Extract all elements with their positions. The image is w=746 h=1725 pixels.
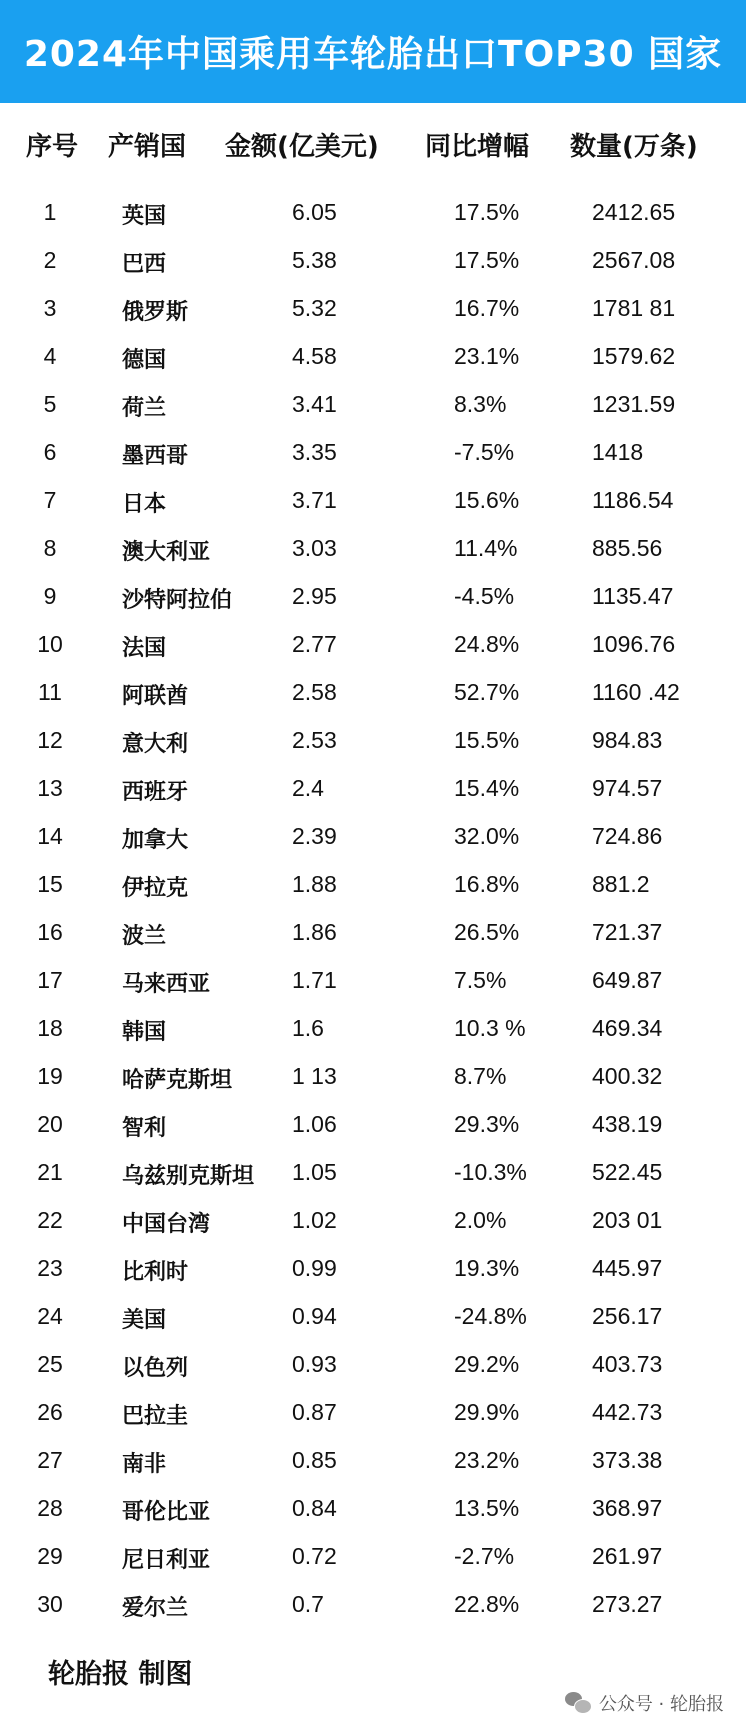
cell-amount: 1.71 <box>292 967 337 993</box>
cell-country: 马来西亚 <box>122 972 211 997</box>
cell-amount: 2.4 <box>292 775 324 801</box>
column-header-country: 产销国 <box>108 132 187 162</box>
cell-growth: 8.7% <box>454 1063 507 1089</box>
cell-country: 墨西哥 <box>122 444 189 469</box>
cell-growth: 13.5% <box>454 1495 520 1521</box>
table-row <box>0 1102 746 1150</box>
cell-country: 荷兰 <box>122 396 167 421</box>
cell-quantity: 273.27 <box>592 1591 663 1617</box>
cell-rank: 18 <box>37 1015 63 1041</box>
cell-amount: 1.6 <box>292 1015 324 1041</box>
cell-country: 智利 <box>122 1116 167 1141</box>
cell-rank: 30 <box>37 1591 63 1617</box>
cell-quantity: 984.83 <box>592 727 663 753</box>
cell-amount: 1.02 <box>292 1207 337 1233</box>
table-row <box>0 1534 746 1582</box>
cell-quantity: 368.97 <box>592 1495 663 1521</box>
cell-growth: 17.5% <box>454 199 520 225</box>
cell-quantity: 445.97 <box>592 1255 663 1281</box>
cell-quantity: 649.87 <box>592 967 663 993</box>
cell-country: 尼日利亚 <box>122 1548 211 1573</box>
table-row <box>0 286 746 334</box>
table-row <box>0 430 746 478</box>
table-row <box>0 1390 746 1438</box>
cell-amount: 5.38 <box>292 247 337 273</box>
table-row <box>0 1150 746 1198</box>
cell-country: 中国台湾 <box>122 1212 211 1237</box>
cell-growth: -2.7% <box>454 1543 515 1569</box>
cell-growth: 15.5% <box>454 727 520 753</box>
column-header-rank: 序号 <box>26 132 79 162</box>
table-row <box>0 1198 746 1246</box>
cell-growth: -7.5% <box>454 439 515 465</box>
cell-amount: 0.93 <box>292 1351 337 1377</box>
cell-country: 加拿大 <box>122 828 189 853</box>
column-header-growth: 同比增幅 <box>425 132 530 162</box>
cell-country: 韩国 <box>122 1020 167 1045</box>
cell-amount: 1.88 <box>292 871 337 897</box>
table-row <box>0 1294 746 1342</box>
cell-growth: 8.3% <box>454 391 507 417</box>
cell-country: 澳大利亚 <box>122 540 211 565</box>
cell-quantity: 403.73 <box>592 1351 663 1377</box>
cell-country: 哈萨克斯坦 <box>122 1068 233 1093</box>
cell-quantity: 721.37 <box>592 919 663 945</box>
table-row <box>0 334 746 382</box>
cell-rank: 14 <box>37 823 63 849</box>
cell-quantity: 1418 <box>592 439 644 465</box>
credit-text: 轮胎报 制图 <box>48 1659 193 1690</box>
cell-quantity: 881.2 <box>592 871 650 897</box>
cell-quantity: 724.86 <box>592 823 663 849</box>
cell-country: 爱尔兰 <box>122 1596 189 1621</box>
cell-country: 沙特阿拉伯 <box>122 588 233 613</box>
cell-quantity: 1186.54 <box>592 487 674 513</box>
watermark <box>565 1690 724 1716</box>
column-header-amount: 金额(亿美元) <box>225 132 379 162</box>
cell-country: 南非 <box>122 1452 167 1477</box>
cell-amount: 6.05 <box>292 199 337 225</box>
cell-country: 巴拉圭 <box>122 1404 189 1429</box>
cell-rank: 24 <box>37 1303 63 1329</box>
cell-quantity: 885.56 <box>592 535 663 561</box>
cell-growth: 52.7% <box>454 679 520 705</box>
cell-quantity: 1231.59 <box>592 391 676 417</box>
table-row <box>0 1438 746 1486</box>
cell-country: 意大利 <box>122 732 189 757</box>
cell-amount: 1.06 <box>292 1111 337 1137</box>
cell-rank: 7 <box>43 487 57 513</box>
cell-rank: 16 <box>37 919 63 945</box>
cell-growth: 15.6% <box>454 487 520 513</box>
page-title: 2024年中国乘用车轮胎出口TOP30 国家 <box>23 34 723 75</box>
cell-growth: 7.5% <box>454 967 507 993</box>
cell-amount: 1.05 <box>292 1159 337 1185</box>
cell-rank: 12 <box>37 727 63 753</box>
cell-country: 法国 <box>122 636 167 661</box>
cell-country: 日本 <box>122 492 167 517</box>
table-body <box>0 190 746 1630</box>
cell-quantity: 438.19 <box>592 1111 663 1137</box>
table-row <box>0 1246 746 1294</box>
cell-amount: 3.41 <box>292 391 337 417</box>
cell-rank: 19 <box>37 1063 63 1089</box>
cell-rank: 6 <box>43 439 57 465</box>
cell-quantity: 522.45 <box>592 1159 663 1185</box>
cell-country: 比利时 <box>122 1260 189 1285</box>
cell-country: 巴西 <box>122 252 167 277</box>
cell-quantity: 974.57 <box>592 775 663 801</box>
cell-growth: 17.5% <box>454 247 520 273</box>
cell-amount: 3.71 <box>292 487 337 513</box>
cell-amount: 5.32 <box>292 295 337 321</box>
table-row <box>0 526 746 574</box>
cell-amount: 1.86 <box>292 919 337 945</box>
cell-growth: 24.8% <box>454 631 520 657</box>
title-banner <box>0 0 746 103</box>
table-row <box>0 238 746 286</box>
cell-amount: 0.85 <box>292 1447 337 1473</box>
cell-growth: 29.9% <box>454 1399 520 1425</box>
cell-amount: 0.99 <box>292 1255 337 1281</box>
table-row <box>0 1486 746 1534</box>
cell-quantity: 2567.08 <box>592 247 676 273</box>
cell-amount: 3.03 <box>292 535 337 561</box>
cell-growth: -4.5% <box>454 583 515 609</box>
cell-growth: 10.3 % <box>454 1015 526 1041</box>
table-row <box>0 814 746 862</box>
cell-amount: 2.39 <box>292 823 337 849</box>
table-row <box>0 190 746 238</box>
cell-quantity: 2412.65 <box>592 199 676 225</box>
table-row <box>0 910 746 958</box>
cell-rank: 26 <box>37 1399 63 1425</box>
table-row <box>0 958 746 1006</box>
cell-rank: 3 <box>43 295 57 321</box>
cell-quantity: 1135.47 <box>592 583 674 609</box>
cell-country: 伊拉克 <box>122 876 189 901</box>
cell-amount: 1 13 <box>292 1063 337 1089</box>
table-row <box>0 1054 746 1102</box>
cell-rank: 5 <box>43 391 57 417</box>
wechat-icon <box>565 1692 591 1714</box>
cell-amount: 0.84 <box>292 1495 337 1521</box>
table-row <box>0 382 746 430</box>
cell-growth: 16.8% <box>454 871 520 897</box>
cell-growth: 11.4% <box>454 535 518 561</box>
cell-rank: 2 <box>43 247 57 273</box>
table-row <box>0 670 746 718</box>
table-row <box>0 1342 746 1390</box>
table-row <box>0 1006 746 1054</box>
watermark-text: 公众号 · 轮胎报 <box>598 1694 724 1715</box>
cell-amount: 2.77 <box>292 631 337 657</box>
table-row <box>0 478 746 526</box>
cell-growth: 19.3% <box>454 1255 520 1281</box>
cell-growth: -10.3% <box>454 1159 527 1185</box>
cell-rank: 10 <box>37 631 63 657</box>
cell-growth: 23.1% <box>454 343 520 369</box>
cell-growth: 29.3% <box>454 1111 520 1137</box>
cell-country: 以色列 <box>122 1356 189 1381</box>
cell-quantity: 373.38 <box>592 1447 663 1473</box>
cell-country: 英国 <box>122 204 167 229</box>
cell-quantity: 203 01 <box>592 1207 663 1233</box>
table-header <box>0 126 746 172</box>
cell-quantity: 1160 .42 <box>592 679 680 705</box>
cell-quantity: 1781 81 <box>592 295 676 321</box>
table-row <box>0 718 746 766</box>
cell-country: 德国 <box>122 348 167 373</box>
cell-country: 俄罗斯 <box>122 300 189 325</box>
cell-growth: 22.8% <box>454 1591 520 1617</box>
cell-rank: 11 <box>38 679 62 705</box>
cell-country: 阿联酋 <box>122 684 189 709</box>
cell-growth: 26.5% <box>454 919 520 945</box>
table-row <box>0 1582 746 1630</box>
table-row <box>0 766 746 814</box>
cell-rank: 15 <box>37 871 63 897</box>
column-header-quantity: 数量(万条) <box>570 132 698 162</box>
cell-rank: 4 <box>43 343 57 369</box>
cell-quantity: 400.32 <box>592 1063 663 1089</box>
cell-growth: 15.4% <box>454 775 520 801</box>
cell-rank: 29 <box>37 1543 63 1569</box>
table-row <box>0 862 746 910</box>
cell-rank: 25 <box>37 1351 63 1377</box>
cell-rank: 21 <box>37 1159 63 1185</box>
cell-rank: 9 <box>43 583 57 609</box>
cell-amount: 2.95 <box>292 583 337 609</box>
cell-rank: 23 <box>37 1255 63 1281</box>
cell-rank: 17 <box>37 967 63 993</box>
cell-rank: 28 <box>37 1495 63 1521</box>
cell-growth: 16.7% <box>454 295 520 321</box>
cell-growth: 29.2% <box>454 1351 520 1377</box>
cell-amount: 3.35 <box>292 439 337 465</box>
cell-amount: 0.87 <box>292 1399 337 1425</box>
cell-amount: 4.58 <box>292 343 337 369</box>
cell-country: 哥伦比亚 <box>122 1500 211 1525</box>
cell-amount: 2.53 <box>292 727 337 753</box>
table-row <box>0 574 746 622</box>
cell-quantity: 261.97 <box>592 1543 663 1569</box>
cell-rank: 1 <box>43 199 57 225</box>
cell-country: 美国 <box>122 1308 167 1333</box>
cell-quantity: 1579.62 <box>592 343 676 369</box>
cell-amount: 0.72 <box>292 1543 337 1569</box>
cell-quantity: 442.73 <box>592 1399 663 1425</box>
cell-amount: 0.7 <box>292 1591 324 1617</box>
table-row <box>0 622 746 670</box>
cell-rank: 27 <box>37 1447 63 1473</box>
cell-quantity: 1096.76 <box>592 631 676 657</box>
cell-country: 西班牙 <box>122 780 189 805</box>
cell-rank: 13 <box>37 775 63 801</box>
cell-country: 乌兹别克斯坦 <box>122 1164 255 1189</box>
cell-rank: 20 <box>37 1111 63 1137</box>
cell-growth: -24.8% <box>454 1303 527 1329</box>
cell-rank: 22 <box>37 1207 63 1233</box>
cell-country: 波兰 <box>122 924 167 949</box>
cell-amount: 2.58 <box>292 679 337 705</box>
cell-rank: 8 <box>43 535 57 561</box>
cell-quantity: 469.34 <box>592 1015 663 1041</box>
cell-growth: 32.0% <box>454 823 520 849</box>
cell-growth: 2.0% <box>454 1207 507 1233</box>
cell-quantity: 256.17 <box>592 1303 663 1329</box>
cell-growth: 23.2% <box>454 1447 520 1473</box>
cell-amount: 0.94 <box>292 1303 337 1329</box>
